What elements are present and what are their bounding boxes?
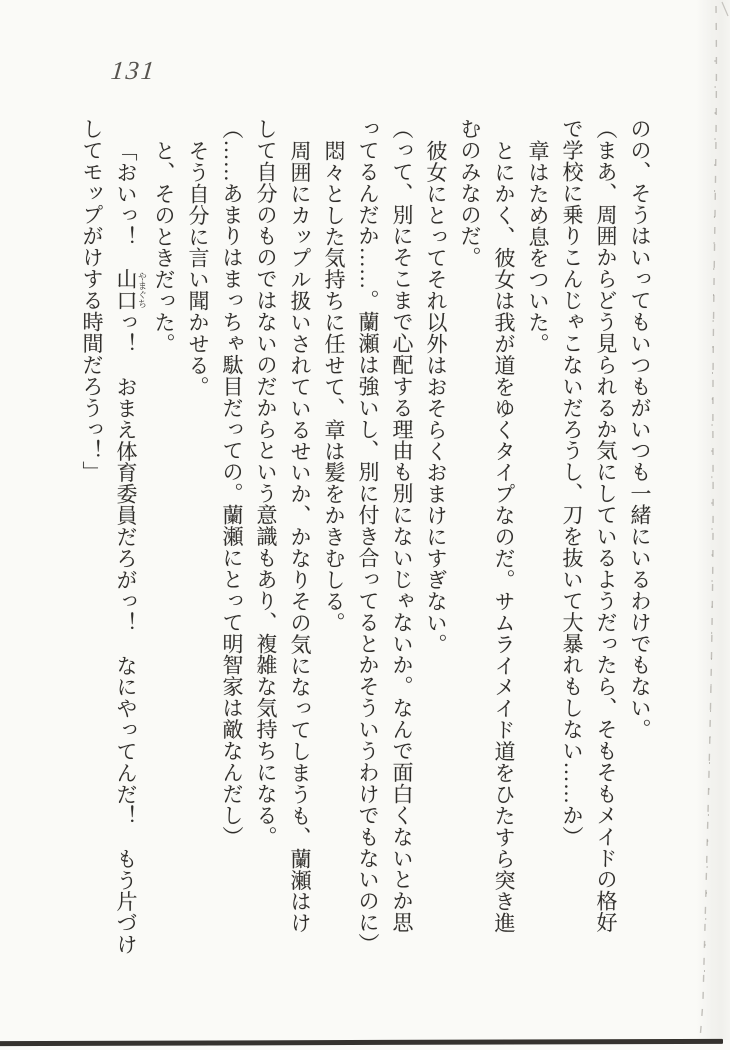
text-column: して自分のものではないのだからという意識もあり、複雑な気持ちになる。 <box>254 118 278 848</box>
text-column: ってるんだか……。蘭瀬は強いし、別に付き合ってるとかそういうわけでもないのに） <box>356 118 380 955</box>
text-column: そう自分に言い聞かせる。 <box>186 139 210 397</box>
paper-edge-shadow <box>696 0 730 1040</box>
text-column: （って、別にそこまで心配する理由も別にないじゃないか。なんで面白くないとか思 <box>390 118 414 934</box>
text-column: のの、そうはいってもいつもがいつも一緒にいるわけでもない。 <box>628 118 652 741</box>
furigana-text: やまぐち <box>137 268 147 312</box>
text-column: とにかく、彼女は我が道をゆくタイプなのだ。サムライメイド道をひたすら突き進 <box>492 139 516 934</box>
vertical-text-block <box>75 118 657 970</box>
text-column: 周囲にカップル扱いされているせいか、かなりその気になってしまうも、蘭瀬はけ <box>288 139 312 934</box>
text-column: むのみなのだ。 <box>458 118 482 269</box>
text-column: してモップがけする時間だろうっ！」 <box>80 118 104 483</box>
text-column: 「おいっ！ 山口 やまぐちっ！ おまえ体育委員だろがっ！ なにやってんだ！ もう片づけ <box>114 139 147 955</box>
text-column: と、そのときだった。 <box>152 139 176 354</box>
furigana-annotated-word: 山口 やまぐち <box>114 268 147 312</box>
text-column: （……あまりはまっちゃ駄目だっての。蘭瀬にとって明智家は敵なんだし） <box>220 118 244 848</box>
page-number: 131 <box>109 56 158 85</box>
scan-edge-line <box>0 1039 723 1046</box>
text-column: （まあ、周囲からどう見られるか気にしているようだったら、そもそもメイドの格好 <box>594 118 618 934</box>
text-column: 悶々とした気持ちに任せて、章は髪をかきむしる。 <box>322 139 346 633</box>
text-column: 章はため息をついた。 <box>526 139 550 354</box>
text-column: 彼女にとってそれ以外はおそらくおまけにすぎない。 <box>424 139 448 655</box>
text-column: で学校に乗りこんじゃこないだろうし、刀を抜いて大暴れもしない……か） <box>560 118 584 848</box>
